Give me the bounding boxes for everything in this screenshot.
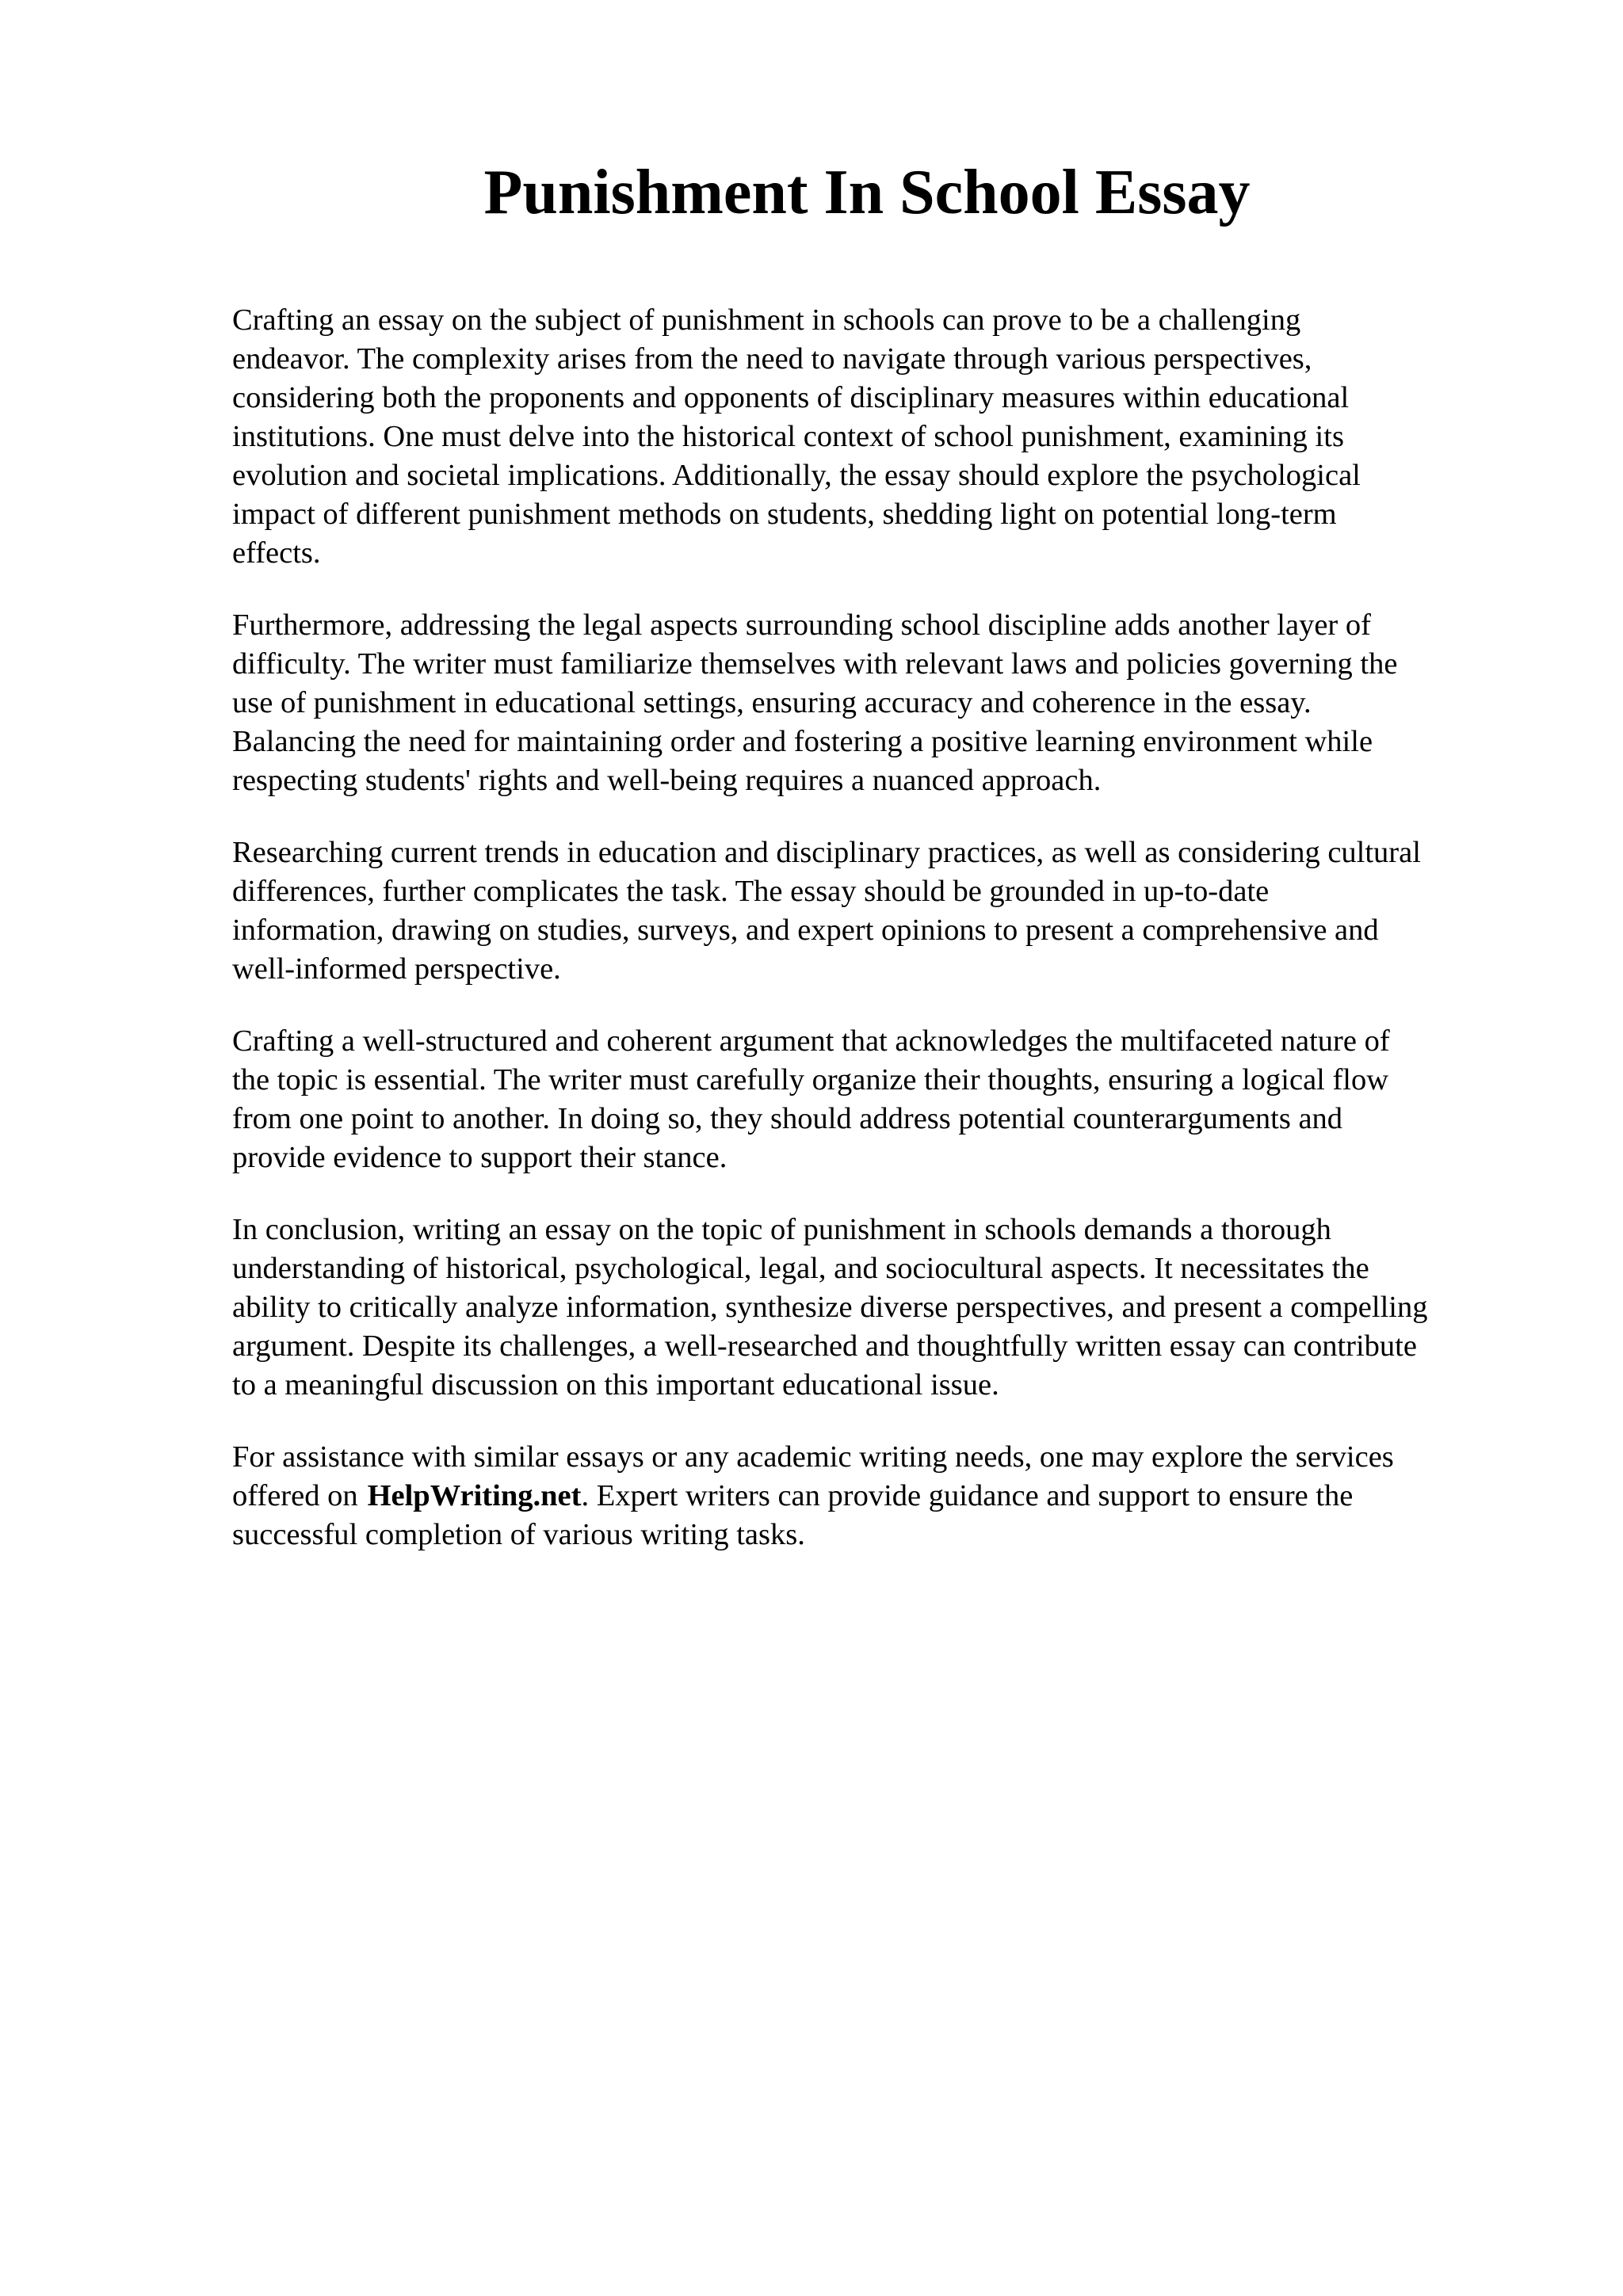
essay-title: Punishment In School Essay [483, 158, 1251, 227]
paragraph-structure [232, 1022, 1532, 1177]
paragraph-research [232, 833, 1532, 989]
paragraph-line: evolution and societal implications. Additionally, the essay should explore the psychological [232, 459, 1361, 492]
paragraph-line: the topic is essential. The writer must carefully organize their thoughts, ensuring a logical flow [232, 1063, 1389, 1097]
paragraph-line: use of punishment in educational settings, ensuring accuracy and coherence in the essay. [232, 686, 1312, 719]
paragraph-line: successful completion of various writing tasks. [232, 1518, 805, 1551]
closing-text-before-link: offered on [232, 1479, 358, 1512]
paragraph-line: information, drawing on studies, surveys, and expert opinions to present a comprehensive and [232, 913, 1379, 947]
paragraph-line: difficulty. The writer must familiarize themselves with relevant laws and policies governing the [232, 647, 1398, 681]
paragraph-line: For assistance with similar essays or any academic writing needs, one may explore the services [232, 1440, 1394, 1474]
paragraph-line: Crafting a well-structured and coherent argument that acknowledges the multifaceted nature of [232, 1024, 1390, 1058]
paragraph-line: In conclusion, writing an essay on the topic of punishment in schools demands a thorough [232, 1213, 1331, 1246]
paragraph-line: Crafting an essay on the subject of punishment in schools can prove to be a challenging [232, 303, 1301, 337]
paragraph-line: respecting students' rights and well-being requires a nuanced approach. [232, 764, 1102, 797]
paragraph-line: Balancing the need for maintaining order and fostering a positive learning environment while [232, 725, 1373, 758]
paragraph-line: from one point to another. In doing so, they should address potential counterarguments and [232, 1102, 1343, 1135]
paragraph-line: differences, further complicates the task. The essay should be grounded in up-to-date [232, 875, 1270, 908]
helpwriting-link[interactable]: HelpWriting.net [367, 1479, 582, 1512]
paragraph-line: Furthermore, addressing the legal aspects surrounding school discipline adds another layer of [232, 608, 1371, 642]
paragraph-intro [232, 301, 1532, 573]
paragraph-line: impact of different punishment methods on students, shedding light on potential long-term [232, 498, 1337, 531]
paragraph-line-with-link [232, 1477, 1532, 1516]
paragraph-line: considering both the proponents and opponents of disciplinary measures within educational [232, 381, 1350, 414]
closing-text-after-link: . Expert writers can provide guidance and support to ensure the [581, 1479, 1354, 1512]
paragraph-line: understanding of historical, psychological, legal, and sociocultural aspects. It necessitates the [232, 1252, 1369, 1285]
paragraph-line: institutions. One must delve into the historical context of school punishment, examining its [232, 420, 1344, 453]
paragraph-conclusion [232, 1211, 1532, 1405]
paragraph-line: well-informed perspective. [232, 952, 561, 986]
paragraph-line: ability to critically analyze information, synthesize diverse perspectives, and present a compelling [232, 1291, 1428, 1324]
paragraph-line: effects. [232, 536, 321, 570]
paragraph-line: to a meaningful discussion on this important educational issue. [232, 1368, 999, 1402]
essay-body [232, 301, 1532, 1588]
paragraph-line: endeavor. The complexity arises from the need to navigate through various perspectives, [232, 342, 1312, 376]
paragraph-legal [232, 606, 1532, 800]
paragraph-line: argument. Despite its challenges, a well-researched and thoughtfully written essay can contribute [232, 1329, 1417, 1363]
paragraph-line: provide evidence to support their stance. [232, 1141, 727, 1174]
paragraph-line: Researching current trends in education and disciplinary practices, as well as considering cultural [232, 836, 1421, 869]
paragraph-closing [232, 1438, 1532, 1554]
